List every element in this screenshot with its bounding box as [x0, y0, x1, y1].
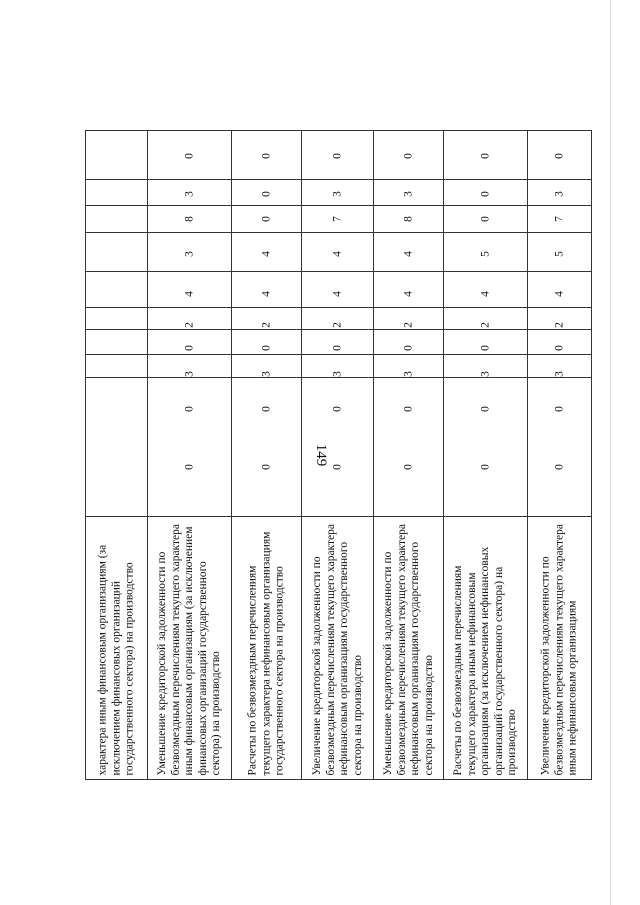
column-divider	[86, 232, 147, 233]
row-label-cell	[148, 516, 231, 779]
column-divider	[232, 377, 301, 378]
value-cell: 5	[479, 251, 492, 257]
column-divider	[86, 354, 147, 355]
value-cell: 0	[402, 345, 415, 351]
value-cell: 2	[553, 322, 566, 328]
value-cell: 3	[553, 371, 566, 377]
value-cell: 4	[402, 251, 415, 257]
column-divider	[528, 271, 591, 272]
column-divider	[232, 205, 301, 206]
column-divider	[374, 329, 443, 330]
value-cell: 0	[260, 216, 273, 222]
table-row	[85, 131, 147, 779]
value-cell: 0	[331, 153, 344, 159]
column-divider	[232, 354, 301, 355]
value-cell: 0	[183, 464, 196, 470]
column-divider	[232, 271, 301, 272]
value-cell: 3	[402, 371, 415, 377]
value-cell: 0	[479, 216, 492, 222]
column-divider	[528, 205, 591, 206]
row-label-cell	[444, 516, 527, 779]
value-cell: 0	[331, 464, 344, 470]
value-cell: 3	[553, 191, 566, 197]
value-cell: 3	[331, 371, 344, 377]
value-cell: 7	[331, 216, 344, 222]
value-cell: 0	[260, 191, 273, 197]
value-cell: 0	[479, 191, 492, 197]
column-divider	[148, 232, 231, 233]
value-cell: 0	[402, 406, 415, 412]
column-divider	[302, 205, 373, 206]
row-label-cell	[528, 516, 591, 779]
value-cell: 4	[183, 291, 196, 297]
column-divider	[86, 271, 147, 272]
value-cell: 3	[402, 191, 415, 197]
value-cell: 4	[331, 251, 344, 257]
data-table	[85, 130, 592, 780]
column-divider	[86, 205, 147, 206]
value-cell: 0	[260, 345, 273, 351]
column-divider	[444, 329, 527, 330]
column-divider	[302, 354, 373, 355]
value-cell: 8	[402, 216, 415, 222]
value-cell: 4	[479, 291, 492, 297]
column-divider	[86, 179, 147, 180]
value-cell: 4	[402, 291, 415, 297]
row-label: Расчеты по безвозмездным перечислениям текущего характера нефинансовым организациям государственного сектора на производство	[246, 531, 286, 776]
row-label-cell	[86, 516, 147, 779]
column-divider	[374, 179, 443, 180]
value-cell: 3	[260, 371, 273, 377]
value-cell: 0	[260, 153, 273, 159]
table-row	[147, 131, 231, 779]
column-divider	[528, 232, 591, 233]
column-divider	[148, 329, 231, 330]
value-cell: 4	[260, 291, 273, 297]
value-cell: 2	[260, 322, 273, 328]
value-cell: 4	[553, 291, 566, 297]
column-divider	[444, 179, 527, 180]
row-label: Увеличение кредиторской задолженности по безвозмездным перечислениям текущего характера нефинансовым организациям государственного сектора на производство	[310, 524, 364, 776]
column-divider	[232, 232, 301, 233]
column-divider	[232, 307, 301, 308]
column-divider	[444, 205, 527, 206]
row-label: Уменьшение кредиторской задолженности по безвозмездным перечислениям текущего характера иным финансовым организациям (за исключением финансовых организаций государственного сектора) на производство	[155, 524, 222, 776]
value-cell: 0	[553, 406, 566, 412]
value-cell: 0	[331, 345, 344, 351]
column-divider	[528, 329, 591, 330]
column-divider	[444, 307, 527, 308]
column-divider	[302, 329, 373, 330]
value-cell: 3	[331, 191, 344, 197]
column-divider	[302, 307, 373, 308]
column-divider	[528, 354, 591, 355]
row-label: Расчеты по безвозмездным перечислениям текущего характера иным нефинансовым организациям (за исключением нефинансовых организаций государственного сектора) на производство	[451, 546, 518, 776]
value-cell: 0	[402, 153, 415, 159]
column-divider	[374, 307, 443, 308]
column-divider	[148, 354, 231, 355]
column-divider	[148, 307, 231, 308]
column-divider	[302, 179, 373, 180]
value-cell: 0	[331, 406, 344, 412]
column-divider	[444, 354, 527, 355]
value-cell: 7	[553, 216, 566, 222]
column-divider	[528, 307, 591, 308]
column-divider	[374, 377, 443, 378]
value-cell: 0	[553, 153, 566, 159]
column-divider	[86, 377, 147, 378]
value-cell: 0	[183, 153, 196, 159]
value-cell: 2	[479, 322, 492, 328]
row-label: Увеличение кредиторской задолженности по безвозмездным перечислениям текущего характера иным нефинансовым организациям	[539, 524, 579, 776]
table-row	[231, 131, 301, 779]
value-cell: 4	[331, 291, 344, 297]
column-divider	[444, 271, 527, 272]
value-cell: 0	[479, 464, 492, 470]
value-cell: 0	[479, 345, 492, 351]
column-divider	[528, 179, 591, 180]
column-divider	[232, 329, 301, 330]
value-cell: 5	[553, 251, 566, 257]
value-cell: 2	[331, 322, 344, 328]
column-divider	[528, 377, 591, 378]
column-divider	[148, 179, 231, 180]
column-divider	[444, 232, 527, 233]
column-divider	[302, 232, 373, 233]
table-row	[443, 131, 527, 779]
column-divider	[148, 377, 231, 378]
value-cell: 2	[183, 322, 196, 328]
value-cell: 0	[260, 406, 273, 412]
column-divider	[374, 271, 443, 272]
value-cell: 0	[479, 153, 492, 159]
value-cell: 3	[183, 251, 196, 257]
table-row	[301, 131, 373, 779]
value-cell: 3	[183, 191, 196, 197]
row-label-cell	[302, 516, 373, 779]
column-divider	[374, 354, 443, 355]
value-cell: 0	[479, 406, 492, 412]
value-cell: 0	[183, 345, 196, 351]
table-row	[527, 131, 591, 779]
column-divider	[148, 271, 231, 272]
value-cell: 4	[260, 251, 273, 257]
value-cell: 3	[183, 371, 196, 377]
scan-artifact-line	[610, 0, 611, 905]
column-divider	[444, 377, 527, 378]
column-divider	[302, 271, 373, 272]
column-divider	[86, 329, 147, 330]
value-cell: 0	[183, 406, 196, 412]
row-label: Уменьшение кредиторской задолженности по безвозмездным перечислениям текущего характера нефинансовым организациям государственного сектора на производство	[381, 524, 435, 776]
value-cell: 0	[553, 345, 566, 351]
value-cell: 2	[402, 322, 415, 328]
table-row	[373, 131, 443, 779]
value-cell: 8	[183, 216, 196, 222]
column-divider	[374, 232, 443, 233]
column-divider	[86, 307, 147, 308]
row-label-cell	[374, 516, 443, 779]
column-divider	[148, 205, 231, 206]
row-label-cell	[232, 516, 301, 779]
row-label: характера иным финансовым организациям (за исключением финансовых организаций государственного сектора) на производство	[96, 544, 136, 776]
column-divider	[232, 179, 301, 180]
column-divider	[374, 205, 443, 206]
value-cell: 3	[479, 371, 492, 377]
value-cell: 0	[402, 464, 415, 470]
value-cell: 0	[260, 464, 273, 470]
page-number: 149	[313, 443, 329, 467]
column-divider	[302, 377, 373, 378]
value-cell: 0	[553, 464, 566, 470]
